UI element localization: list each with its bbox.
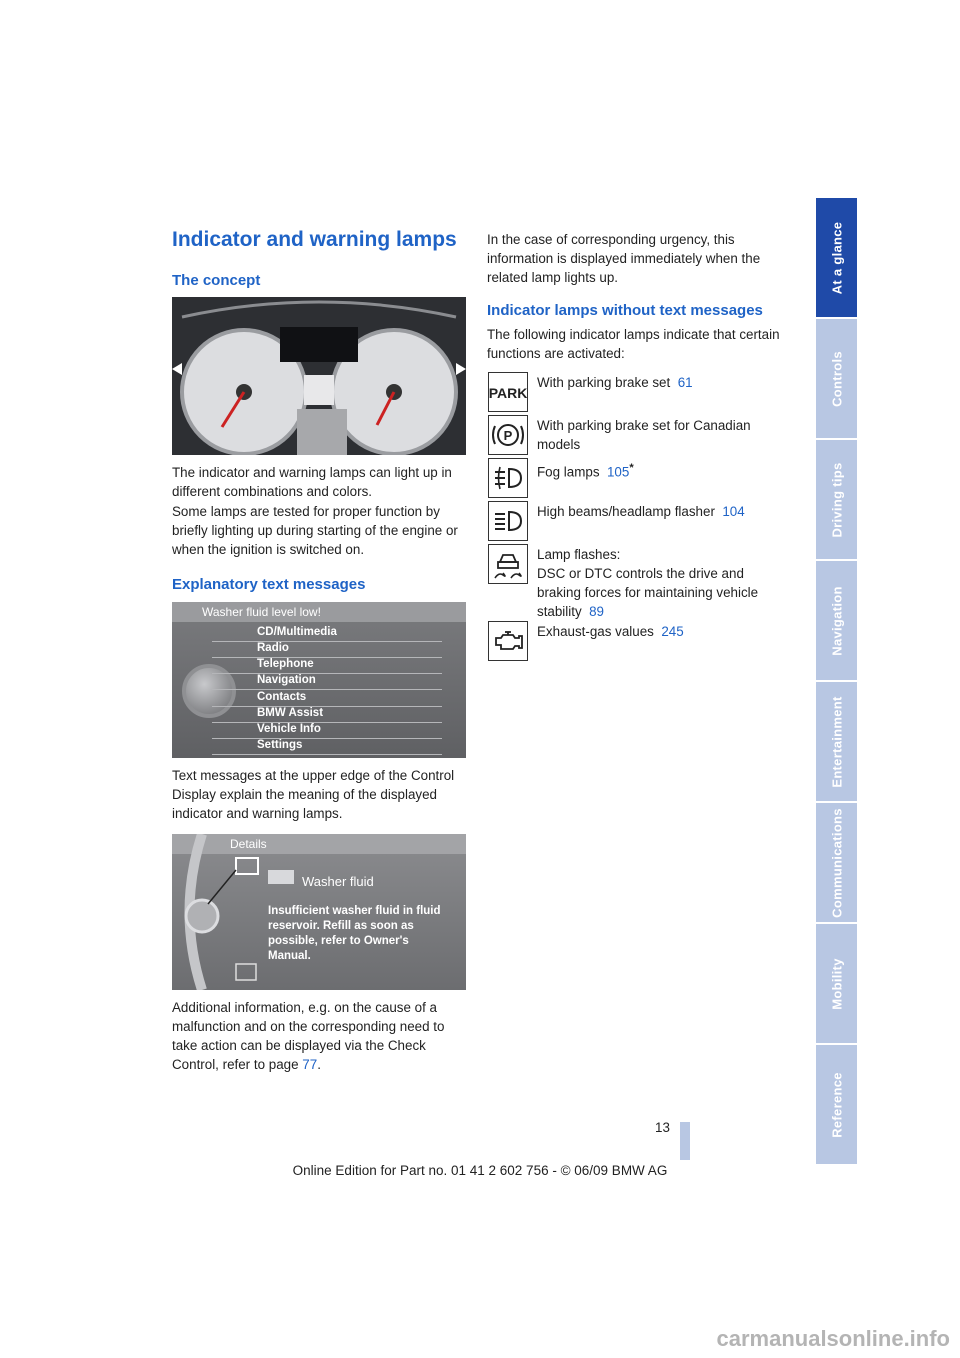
menu-item (212, 691, 442, 707)
page-reference-link[interactable]: 61 (677, 375, 693, 390)
instrument-cluster-photo (172, 297, 466, 455)
engine-icon (488, 621, 528, 661)
page-reference-link[interactable]: 77 (302, 1057, 318, 1072)
tab-at-a-glance[interactable] (816, 198, 857, 317)
menu-item (212, 739, 442, 755)
high-beam-icon (488, 501, 528, 541)
indicator-text: DSC or DTC controls the drive and braking forces for maintaining vehicle stability (537, 566, 759, 619)
parking-brake-icon-text: P (503, 428, 513, 443)
indicator-description (537, 459, 777, 481)
page-reference-link[interactable]: 245 (661, 624, 684, 639)
indicator-description (537, 545, 777, 621)
menu-item (212, 626, 442, 642)
menu-item-label: Navigation (257, 674, 316, 686)
tab-driving-tips[interactable] (816, 440, 857, 559)
indicator-text: With parking brake set (537, 375, 671, 390)
page-number-bar (680, 1122, 690, 1160)
tab-label: Entertainment (829, 695, 844, 788)
menu-item-label: Contacts (257, 691, 307, 703)
indicators-heading: Indicator lamps without text messages (487, 302, 763, 319)
tab-label: Controls (829, 350, 844, 407)
indicator-description (537, 373, 777, 392)
tab-reference[interactable] (816, 1045, 857, 1164)
tab-navigation[interactable] (816, 561, 857, 680)
page-reference-link[interactable]: 104 (722, 504, 745, 519)
page-number: 13 (655, 1120, 670, 1135)
menu-item (212, 658, 442, 674)
indicator-description (537, 502, 777, 521)
page-title: Indicator and warning lamps (172, 228, 457, 251)
menu-header (172, 602, 466, 622)
parking-brake-canada-icon (488, 415, 528, 455)
menu-item-label: Radio (257, 642, 289, 654)
control-display-menu-photo (172, 602, 466, 758)
concept-paragraph-1: The indicator and warning lamps can light up in different combinations and colors. (172, 465, 452, 499)
tab-label: Communications (829, 807, 844, 918)
menu-item (212, 723, 442, 739)
tab-label: Reference (829, 1071, 844, 1138)
menu-item-label: Vehicle Info (257, 723, 321, 735)
menu-item-label: BMW Assist (257, 707, 324, 719)
tab-label: Mobility (829, 957, 844, 1010)
menu-item (212, 642, 442, 658)
menu-header-text: Washer fluid level low! (202, 605, 321, 619)
tab-label: Navigation (829, 585, 844, 656)
optional-equipment-star: * (629, 462, 634, 474)
explanatory-heading: Explanatory text messages (172, 576, 366, 593)
indicator-text: High beams/headlamp flasher (537, 504, 715, 519)
explanatory-paragraph-1: Text messages at the upper edge of the Control Display explain the meaning of the displayed indicator and warning lamps. (172, 768, 455, 821)
fog-lamp-icon (488, 458, 528, 498)
paragraph-end: . (317, 1057, 321, 1072)
indicator-text-line1: Lamp flashes: (537, 547, 621, 562)
paragraph-text: Additional information, e.g. on the cause of a malfunction and on the corresponding need to take action can be displayed via the Check Control, refer to page (172, 1000, 445, 1072)
menu-item (212, 674, 442, 690)
page-reference-link[interactable]: 89 (589, 604, 605, 619)
tab-controls[interactable] (816, 319, 857, 438)
explanatory-paragraph-2 (172, 998, 466, 1074)
tab-label: Driving tips (829, 461, 844, 538)
indicator-text: Exhaust-gas values (537, 624, 654, 639)
tab-label: At a glance (829, 221, 844, 294)
details-header-text: Details (230, 837, 267, 851)
concept-paragraph-2: Some lamps are tested for proper function by briefly lighting up during starting of the engine or when the ignition is switched on. (172, 504, 458, 557)
page-reference-link[interactable]: 105 (606, 464, 630, 480)
indicator-description (537, 622, 777, 641)
details-title: Washer fluid (302, 874, 374, 889)
indicator-text: With parking brake set for Canadian models (537, 418, 751, 452)
indicator-text: Fog lamps (537, 464, 600, 480)
indicators-intro: The following indicator lamps indicate that certain functions are activated: (487, 327, 780, 361)
dsc-dtc-icon (488, 544, 528, 584)
details-body: Insufficient washer fluid in fluid reservoir. Refill as soon as possible, refer to Owner's Manual. (268, 905, 441, 962)
menu-item-label: Telephone (257, 658, 314, 670)
park-icon-text: PARK (489, 385, 527, 401)
indicator-description (537, 416, 777, 454)
menu-item (212, 707, 442, 723)
urgency-paragraph: In the case of corresponding urgency, this information is displayed immediately when the related lamp lights up. (487, 232, 761, 285)
menu-item-label: CD/Multimedia (257, 626, 337, 638)
park-icon (488, 372, 528, 412)
tab-mobility[interactable] (816, 924, 857, 1043)
tab-entertainment[interactable] (816, 682, 857, 801)
tab-communications[interactable] (816, 803, 857, 922)
details-screen-photo (172, 834, 466, 990)
concept-heading: The concept (172, 272, 261, 289)
watermark: carmanualsonline.info (716, 1326, 950, 1351)
chapter-tabs (816, 198, 857, 1166)
footer-text: Online Edition for Part no. 01 41 2 602 756 - © 06/09 BMW AG (292, 1163, 668, 1178)
menu-item-label: Settings (257, 739, 303, 751)
